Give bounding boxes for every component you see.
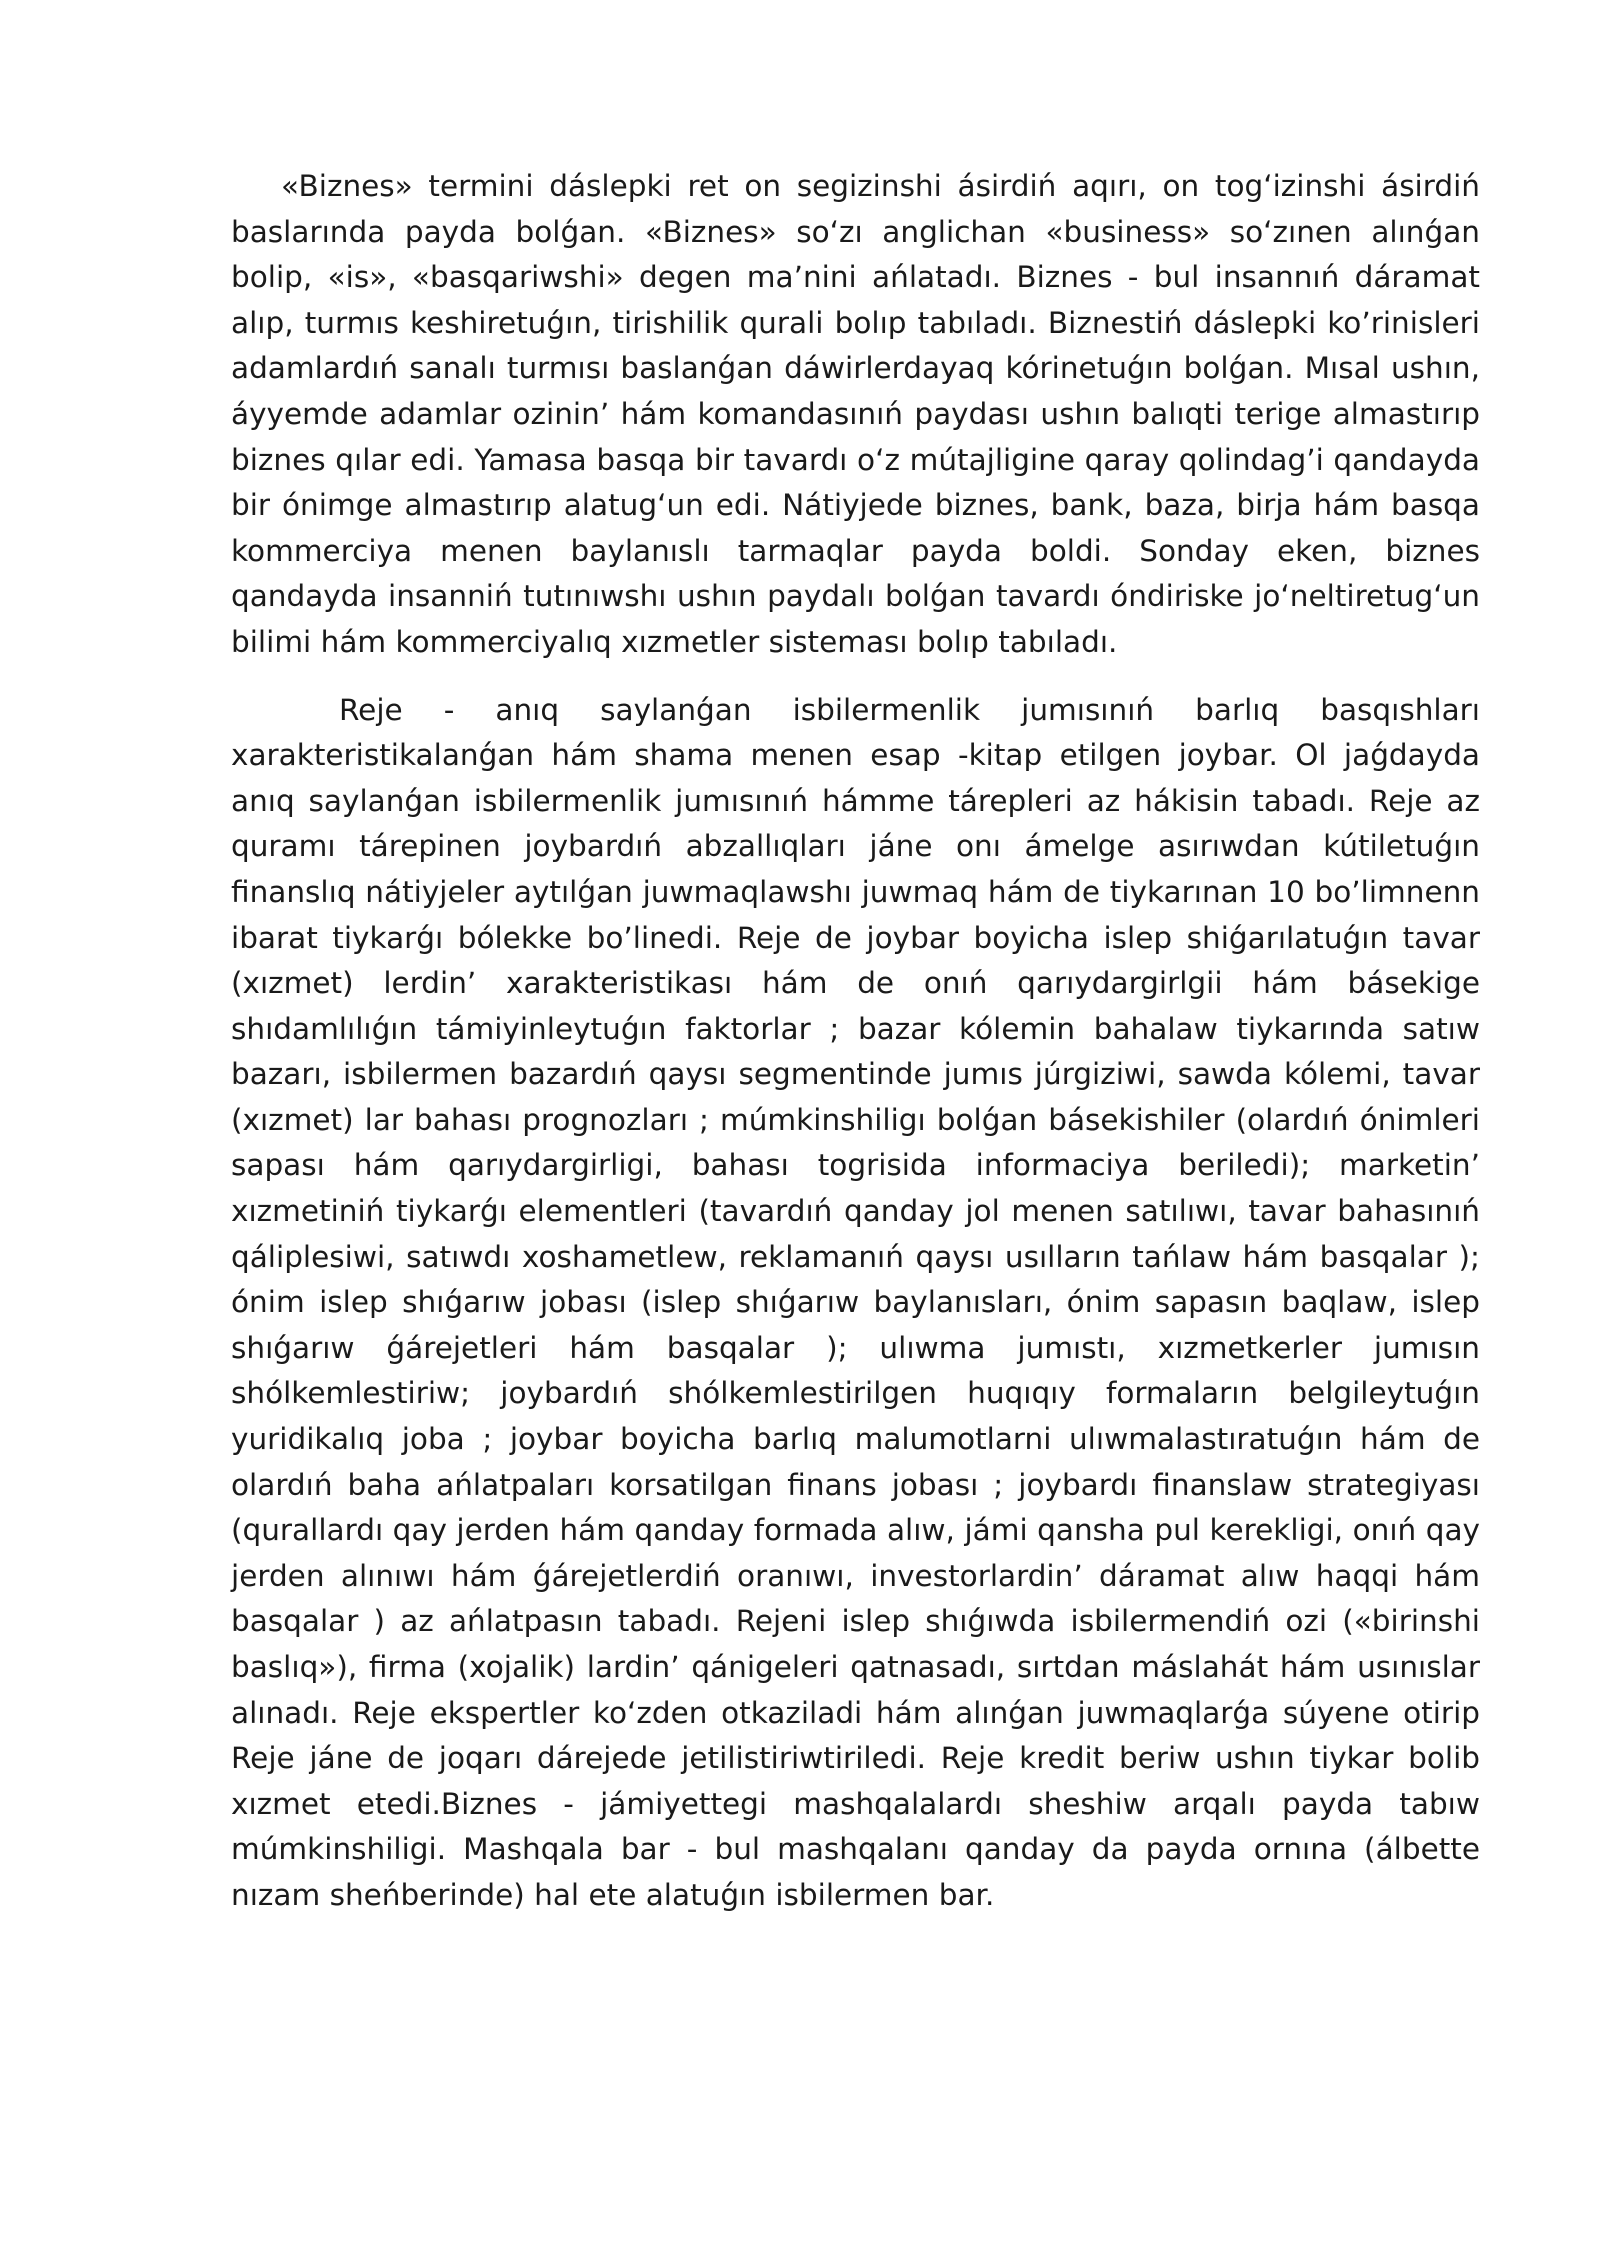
paragraph-reje-definition: Reje - anıq saylanǵan isbilermenlik jumısınıń barlıq basqıshları xarakteristikalanǵan hám shama menen esap -kitap etilgen joybar. Ol jaǵdayda anıq saylanǵan isbilermenlik jumısınıń hámme tárepleri az hákisin tabadı. Reje az quramı tárepinen joybardıń abzallıqları jáne onı ámelge asırıwdan kútiletuǵın finanslıq nátiyjeler aytılǵan juwmaqlawshı juwmaq hám de tiykarınan 10 bo’limnenn ibarat tiykarǵı bólekke bo’linedi. Reje de joybar boyicha islep shiǵarılatuǵın tavar (xızmet) lerdin’ xarakteristikası hám de onıń qarıydargirlgii hám básekige shıdamlılıǵın támiyinleytuǵın faktorlar ; bazar kólemin bahalaw tiykarında satıw bazarı, isbilermen bazardıń qaysı segmentinde jumıs júrgiziwi, sawda kólemi, tavar (xızmet) lar bahası prognozları ; múmkinshiligı bolǵan básekishiler (olardıń ónimleri sapası hám qarıydargirligi, bahası togrisida informaciya beriledi); marketin’ xızmetiniń tiykarǵı elementleri (tavardıń qanday jol menen satılıwı, tavar bahasınıń qáliplesiwi, satıwdı xoshametlew, reklamanıń qaysı usılların tańlaw hám basqalar ); ónim islep shıǵarıw jobası (islep shıǵarıw baylanısları, ónim sapasın baqlaw, islep shıǵarıw ǵárejetleri hám basqalar ); ulıwma jumıstı, xızmetkerler jumısın shólkemlestiriw; joybardıń shólkemlestirilgen huqıqıy formaların belgileytuǵın yuridikalıq joba ; joybar boyicha barlıq malumotlarni ulıwmalastıratuǵın hám de olardıń baha ańlatpaları korsatilgan finans jobası ; joybardı finanslaw strategiyası (qurallardı qay jerden hám qanday formada alıw, jámi qansha pul kerekligi, onıń qay jerden alınıwı hám ǵárejetlerdiń oranıwı, investorlardin’ dáramat alıw haqqi hám basqalar ) az ańlatpasın tabadı. Rejeni islep shıǵıwda isbilermendiń ozi («birinshi baslıq»), firma (xojalik) lardin’ qánigeleri qatnasadı, sırtdan máslahát hám usınıslar alınadı. Reje ekspertler ko‘zden otkaziladi hám alınǵan juwmaqlarǵa súyene otirip Reje jáne de joqarı dárejede jetilistiriwtiriledi. Reje kredit beriw ushın tiykar bolib xızmet etedi.Biznes - jámiyettegi mashqalalardı sheshiw arqalı payda tabıw múmkinshiligi. Mashqala bar - bul mashqalanı qanday da payda ornına (álbette nızam sheńberinde) hal ete alatuǵın isbilermen bar. xyxy=(231,692,1480,1912)
paragraph-biznes-definition: «Biznes» termini dáslepki ret on segizinshi ásirdiń aqırı, on tog‘izinshi ásirdiń baslarında payda bolǵan. «Biznes» so‘zı anglichan «business» so‘zınen alınǵan bolip, «is», «basqariwshi» degen ma’nini ańlatadı. Biznes - bul insannıń dáramat alıp, turmıs keshiretuǵın, tirishilik qurali bolıp tabıladı. Biznestiń dáslepki ko’rinisleri adamlardıń sanalı turmısı baslanǵan dáwirlerdayaq kórinetuǵın bolǵan. Mısal ushın, áyyemde adamlar ozinin’ hám komandasınıń paydası ushın balıqti terige almastırıp biznes qılar edi. Yamasa basqa bir tavardı o‘z mútajligine qaray qolindag’i qandayda bir ónimge almastırıp alatug‘un edi. Nátiyjede biznes, bank, baza, birja hám basqa kommerciya menen baylanıslı tarmaqlar payda boldi. Sonday eken, biznes qandayda insanniń tutınıwshı ushın paydalı bolǵan tavardı óndiriske jo‘neltiretug‘un bilimi hám kommerciyalıq xızmetler sisteması bolıp tabıladı. xyxy=(231,169,1480,659)
document-body xyxy=(231,164,1480,1919)
